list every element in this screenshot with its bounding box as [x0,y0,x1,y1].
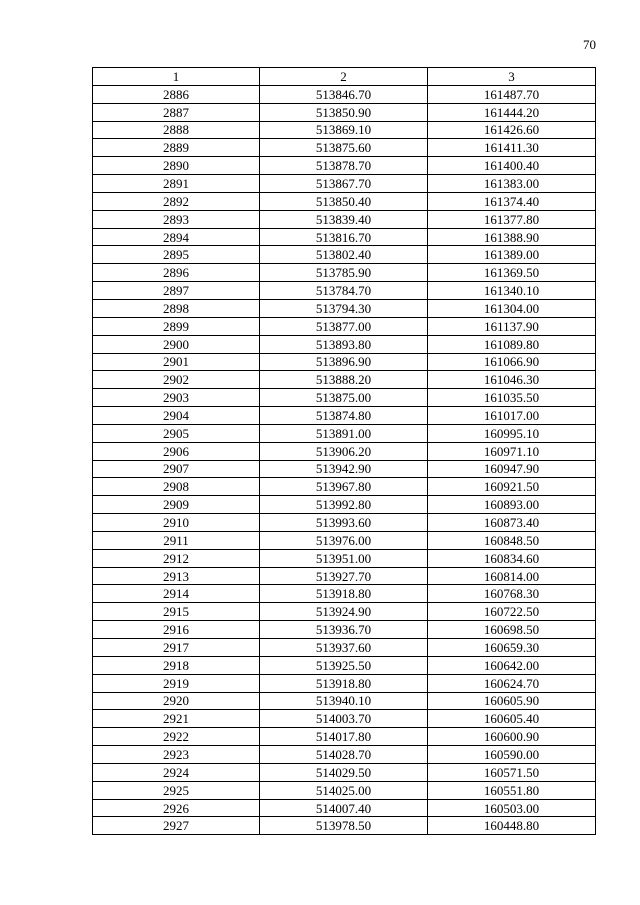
table-row [93,299,596,317]
y-coordinate-cell: 161383.00 [428,175,596,193]
table-row [93,478,596,496]
point-number-cell: 2915 [93,603,260,621]
x-coordinate-cell: 513918.80 [260,674,428,692]
table-row [93,85,596,103]
table-row [93,817,596,835]
x-coordinate-cell: 513967.80 [260,478,428,496]
y-coordinate-cell: 160659.30 [428,639,596,657]
table-row [93,121,596,139]
x-coordinate-cell: 513802.40 [260,246,428,264]
x-coordinate-cell: 513942.90 [260,460,428,478]
x-coordinate-cell: 513867.70 [260,175,428,193]
y-coordinate-cell: 160503.00 [428,799,596,817]
point-number-cell: 2893 [93,210,260,228]
y-coordinate-cell: 160551.80 [428,781,596,799]
table-row [93,228,596,246]
point-number-cell: 2911 [93,531,260,549]
x-coordinate-cell: 513816.70 [260,228,428,246]
table-row [93,210,596,228]
y-coordinate-cell: 160605.40 [428,710,596,728]
point-number-cell: 2890 [93,157,260,175]
x-coordinate-cell: 513869.10 [260,121,428,139]
table-header [93,68,596,86]
table-row [93,192,596,210]
x-coordinate-cell: 513850.90 [260,103,428,121]
y-coordinate-cell: 160605.90 [428,692,596,710]
y-coordinate-cell: 160624.70 [428,674,596,692]
y-coordinate-cell: 160590.00 [428,746,596,764]
table-row [93,264,596,282]
y-coordinate-cell: 161137.90 [428,317,596,335]
table-row [93,424,596,442]
x-coordinate-cell: 513993.60 [260,514,428,532]
column-header-3: 3 [428,68,596,86]
y-coordinate-cell: 160873.40 [428,514,596,532]
x-coordinate-cell: 513891.00 [260,424,428,442]
x-coordinate-cell: 513924.90 [260,603,428,621]
table-row [93,656,596,674]
point-number-cell: 2887 [93,103,260,121]
x-coordinate-cell: 513888.20 [260,371,428,389]
y-coordinate-cell: 161426.60 [428,121,596,139]
x-coordinate-cell: 514029.50 [260,763,428,781]
table-row [93,799,596,817]
x-coordinate-cell: 513918.80 [260,585,428,603]
y-coordinate-cell: 160971.10 [428,442,596,460]
x-coordinate-cell: 513992.80 [260,496,428,514]
header-row [93,68,596,86]
point-number-cell: 2904 [93,407,260,425]
y-coordinate-cell: 161411.30 [428,139,596,157]
x-coordinate-cell: 514028.70 [260,746,428,764]
x-coordinate-cell: 513927.70 [260,567,428,585]
point-number-cell: 2896 [93,264,260,282]
y-coordinate-cell: 161388.90 [428,228,596,246]
y-coordinate-cell: 161400.40 [428,157,596,175]
x-coordinate-cell: 513936.70 [260,621,428,639]
table-row [93,335,596,353]
point-number-cell: 2925 [93,781,260,799]
point-number-cell: 2916 [93,621,260,639]
y-coordinate-cell: 160642.00 [428,656,596,674]
y-coordinate-cell: 161389.00 [428,246,596,264]
point-number-cell: 2918 [93,656,260,674]
table-row [93,603,596,621]
y-coordinate-cell: 160571.50 [428,763,596,781]
table-row [93,139,596,157]
y-coordinate-cell: 160848.50 [428,531,596,549]
x-coordinate-cell: 514025.00 [260,781,428,799]
table-row [93,353,596,371]
point-number-cell: 2921 [93,710,260,728]
table-row [93,621,596,639]
point-number-cell: 2908 [93,478,260,496]
x-coordinate-cell: 513878.70 [260,157,428,175]
point-number-cell: 2919 [93,674,260,692]
table-row [93,407,596,425]
point-number-cell: 2900 [93,335,260,353]
x-coordinate-cell: 513850.40 [260,192,428,210]
point-number-cell: 2901 [93,353,260,371]
x-coordinate-cell: 513896.90 [260,353,428,371]
y-coordinate-cell: 161369.50 [428,264,596,282]
table-row [93,460,596,478]
table-row [93,157,596,175]
y-coordinate-cell: 160995.10 [428,424,596,442]
y-coordinate-cell: 161487.70 [428,85,596,103]
column-header-1: 1 [93,68,260,86]
point-number-cell: 2894 [93,228,260,246]
table-row [93,710,596,728]
x-coordinate-cell: 514007.40 [260,799,428,817]
point-number-cell: 2895 [93,246,260,264]
y-coordinate-cell: 161017.00 [428,407,596,425]
point-number-cell: 2903 [93,389,260,407]
y-coordinate-cell: 160768.30 [428,585,596,603]
point-number-cell: 2914 [93,585,260,603]
y-coordinate-cell: 160600.90 [428,728,596,746]
table-row [93,585,596,603]
x-coordinate-cell: 513877.00 [260,317,428,335]
point-number-cell: 2917 [93,639,260,657]
y-coordinate-cell: 160814.00 [428,567,596,585]
column-header-2: 2 [260,68,428,86]
point-number-cell: 2920 [93,692,260,710]
table-row [93,175,596,193]
point-number-cell: 2899 [93,317,260,335]
point-number-cell: 2898 [93,299,260,317]
point-number-cell: 2891 [93,175,260,193]
table-row [93,531,596,549]
point-number-cell: 2923 [93,746,260,764]
x-coordinate-cell: 513794.30 [260,299,428,317]
table-row [93,781,596,799]
point-number-cell: 2906 [93,442,260,460]
point-number-cell: 2892 [93,192,260,210]
point-number-cell: 2913 [93,567,260,585]
point-number-cell: 2912 [93,549,260,567]
y-coordinate-cell: 160448.80 [428,817,596,835]
x-coordinate-cell: 513784.70 [260,282,428,300]
point-number-cell: 2907 [93,460,260,478]
x-coordinate-cell: 514003.70 [260,710,428,728]
page-number: 70 [583,37,596,52]
point-number-cell: 2909 [93,496,260,514]
table-row [93,246,596,264]
table-body [93,85,596,834]
y-coordinate-cell: 160722.50 [428,603,596,621]
x-coordinate-cell: 513951.00 [260,549,428,567]
point-number-cell: 2926 [93,799,260,817]
point-number-cell: 2924 [93,763,260,781]
y-coordinate-cell: 161340.10 [428,282,596,300]
table-row [93,728,596,746]
point-number-cell: 2902 [93,371,260,389]
table-row [93,746,596,764]
table-row [93,692,596,710]
y-coordinate-cell: 161444.20 [428,103,596,121]
table-row [93,567,596,585]
table-row [93,389,596,407]
y-coordinate-cell: 160698.50 [428,621,596,639]
y-coordinate-cell: 161066.90 [428,353,596,371]
y-coordinate-cell: 161377.80 [428,210,596,228]
table-row [93,282,596,300]
x-coordinate-cell: 513976.00 [260,531,428,549]
table-row [93,496,596,514]
point-number-cell: 2897 [93,282,260,300]
point-number-cell: 2922 [93,728,260,746]
point-number-cell: 2889 [93,139,260,157]
table-row [93,317,596,335]
x-coordinate-cell: 513846.70 [260,85,428,103]
y-coordinate-cell: 160893.00 [428,496,596,514]
point-number-cell: 2927 [93,817,260,835]
point-number-cell: 2886 [93,85,260,103]
coordinates-table [92,67,596,835]
table-row [93,442,596,460]
x-coordinate-cell: 513874.80 [260,407,428,425]
y-coordinate-cell: 160834.60 [428,549,596,567]
x-coordinate-cell: 513978.50 [260,817,428,835]
point-number-cell: 2888 [93,121,260,139]
y-coordinate-cell: 161046.30 [428,371,596,389]
point-number-cell: 2910 [93,514,260,532]
y-coordinate-cell: 160921.50 [428,478,596,496]
x-coordinate-cell: 513925.50 [260,656,428,674]
x-coordinate-cell: 514017.80 [260,728,428,746]
table-row [93,763,596,781]
x-coordinate-cell: 513875.60 [260,139,428,157]
x-coordinate-cell: 513875.00 [260,389,428,407]
x-coordinate-cell: 513906.20 [260,442,428,460]
table-row [93,549,596,567]
table-row [93,103,596,121]
table-row [93,639,596,657]
x-coordinate-cell: 513893.80 [260,335,428,353]
table-row [93,371,596,389]
y-coordinate-cell: 160947.90 [428,460,596,478]
x-coordinate-cell: 513839.40 [260,210,428,228]
y-coordinate-cell: 161304.00 [428,299,596,317]
table-row [93,514,596,532]
x-coordinate-cell: 513937.60 [260,639,428,657]
y-coordinate-cell: 161374.40 [428,192,596,210]
table-row [93,674,596,692]
y-coordinate-cell: 161089.80 [428,335,596,353]
y-coordinate-cell: 161035.50 [428,389,596,407]
x-coordinate-cell: 513940.10 [260,692,428,710]
point-number-cell: 2905 [93,424,260,442]
x-coordinate-cell: 513785.90 [260,264,428,282]
